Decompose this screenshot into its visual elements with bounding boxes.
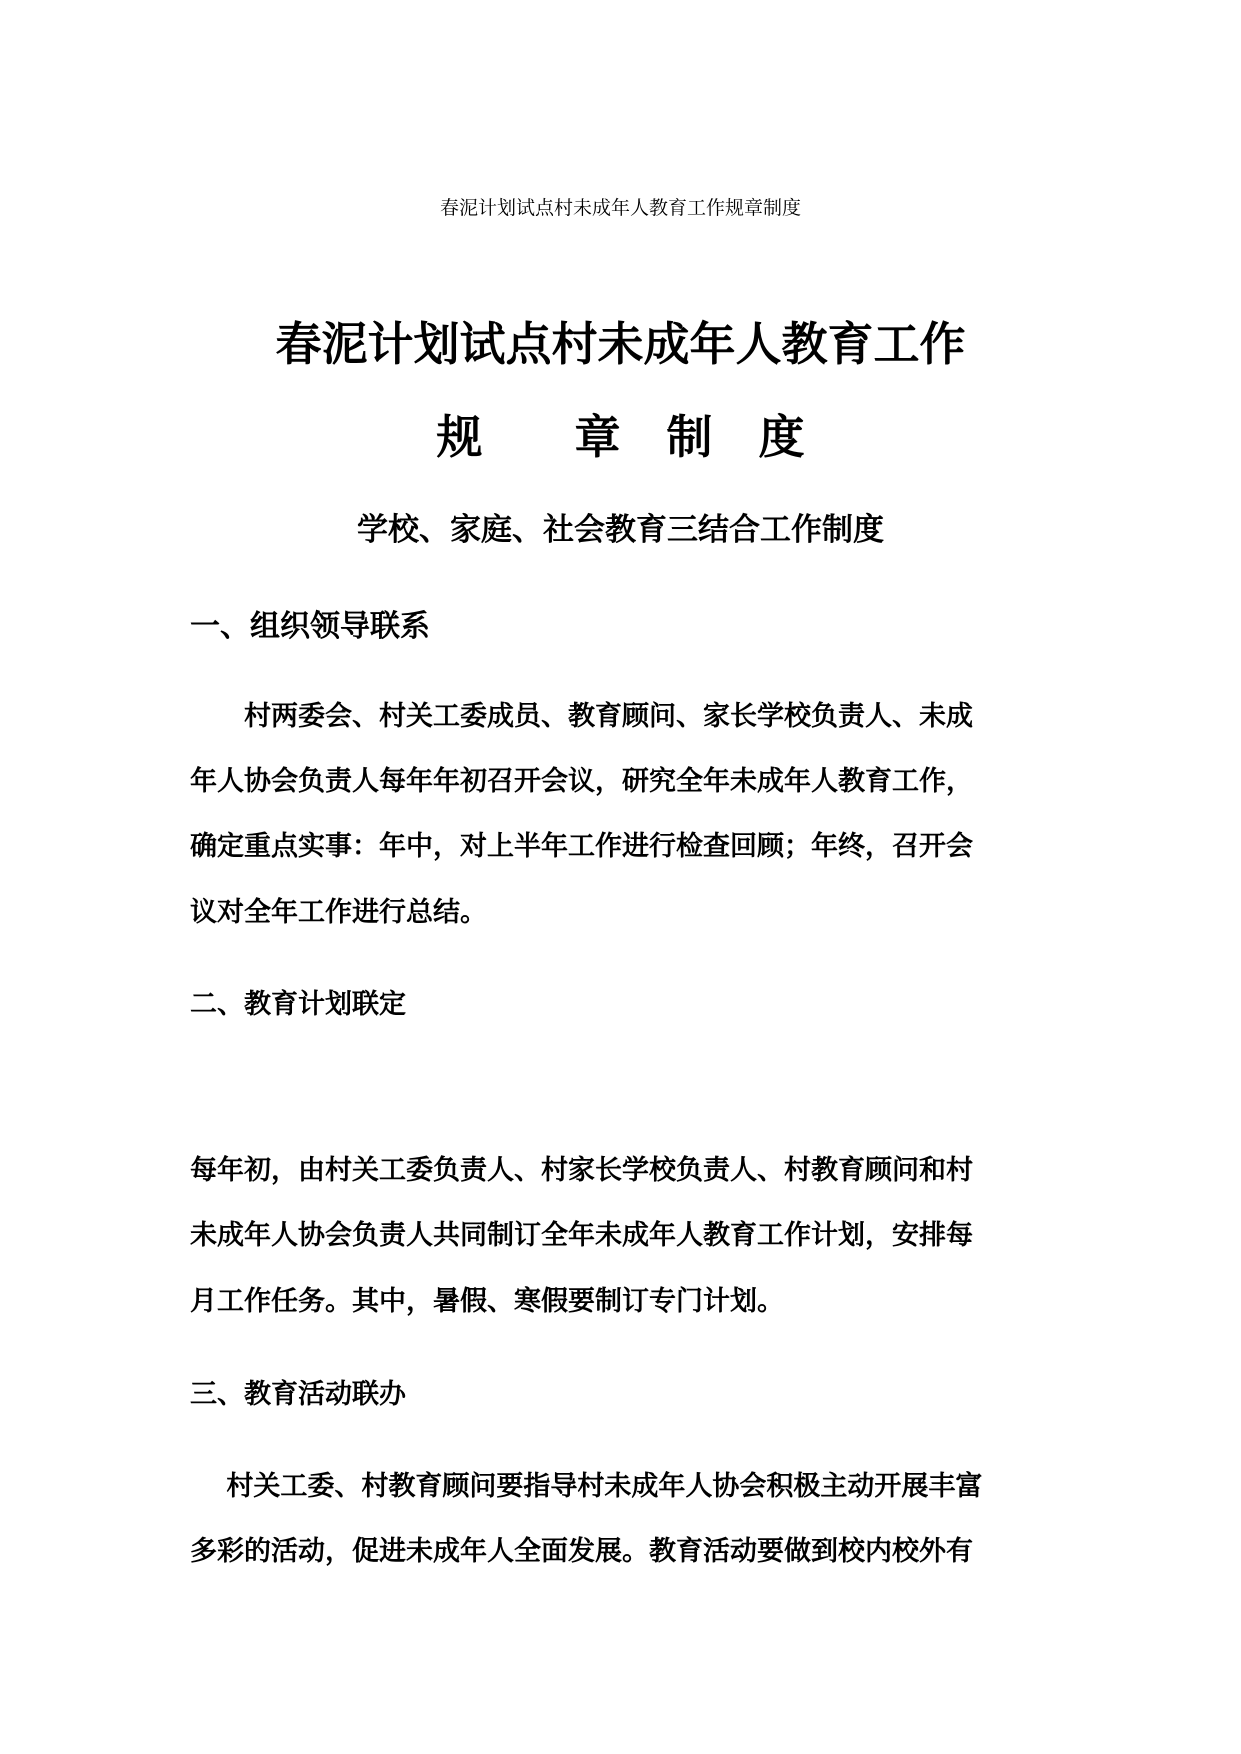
section-heading-1: 一、组织领导联系 xyxy=(190,609,430,644)
document-title-line-1: 春泥计划试点村未成年人教育工作 xyxy=(275,317,966,371)
section-2-line-2: 未成年人协会负责人共同制订全年未成年人教育工作计划，安排每 xyxy=(190,1220,973,1251)
section-2-line-3: 月工作任务。其中，暑假、寒假要制订专门计划。 xyxy=(190,1286,784,1317)
running-header: 春泥计划试点村未成年人教育工作规章制度 xyxy=(439,197,801,219)
section-3-line-2: 多彩的活动，促进未成年人全面发展。教育活动要做到校内校外有 xyxy=(190,1536,973,1567)
document-subtitle: 学校、家庭、社会教育三结合工作制度 xyxy=(357,512,884,548)
section-3-line-1: 村关工委、村教育顾问要指导村未成年人协会积极主动开展丰富 xyxy=(190,1471,983,1502)
section-heading-3: 三、教育活动联办 xyxy=(190,1379,406,1410)
section-1-line-2: 年人协会负责人每年年初召开会议，研究全年未成年人教育工作， xyxy=(190,766,973,797)
section-heading-2: 二、教育计划联定 xyxy=(190,989,406,1020)
section-1-line-4: 议对全年工作进行总结。 xyxy=(190,897,487,928)
section-2-line-1: 每年初，由村关工委负责人、村家长学校负责人、村教育顾问和村 xyxy=(190,1155,973,1186)
section-1-line-1: 村两委会、村关工委成员、教育顾问、家长学校负责人、未成 xyxy=(190,701,973,732)
document-title-line-2: 规 章 制 度 xyxy=(436,410,805,464)
section-1-line-3: 确定重点实事：年中，对上半年工作进行检查回顾；年终，召开会 xyxy=(190,831,973,862)
